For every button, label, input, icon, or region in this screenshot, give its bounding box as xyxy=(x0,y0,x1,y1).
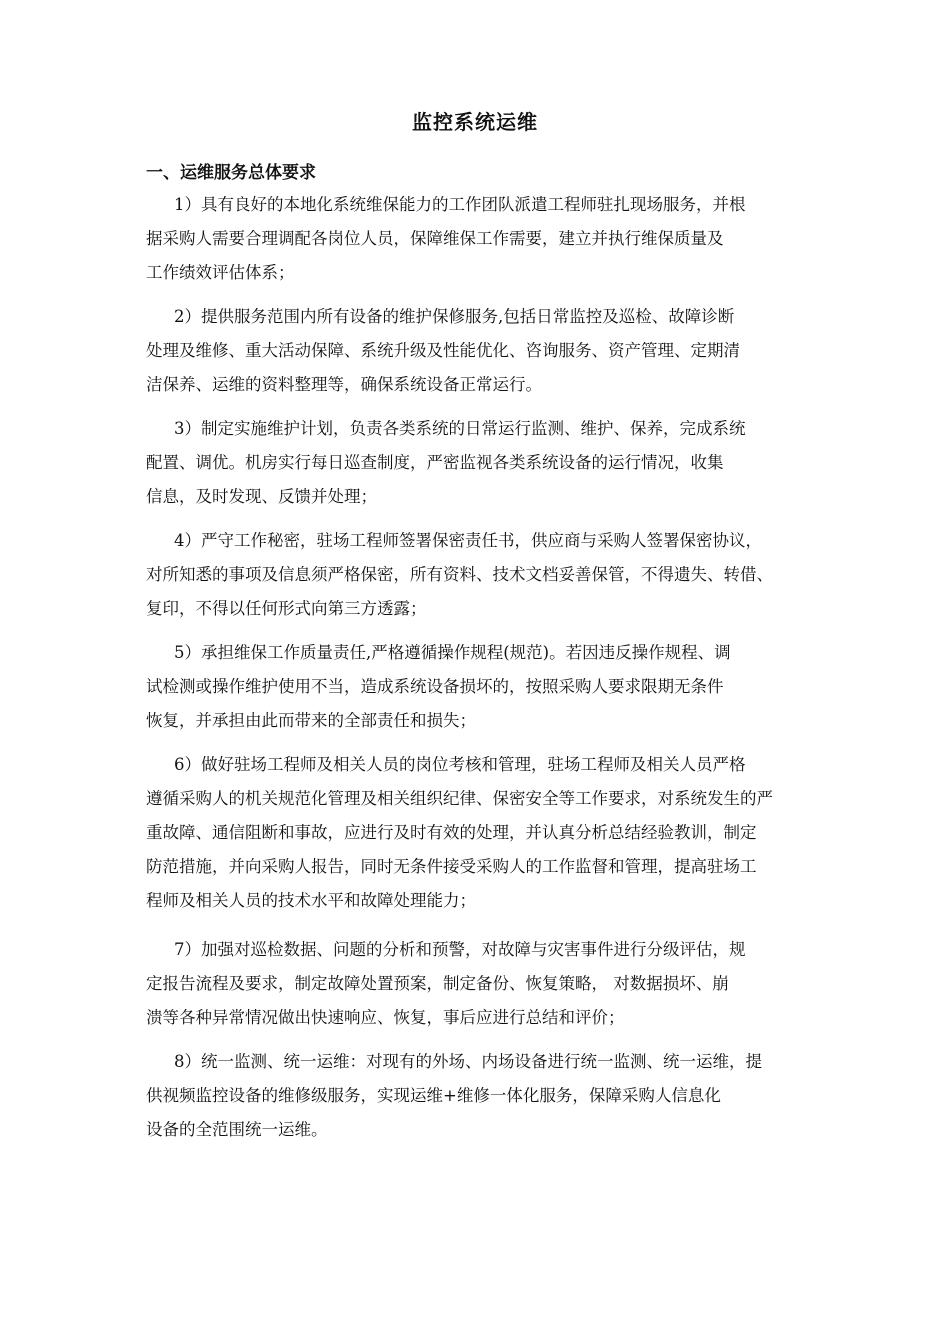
paragraph-1 xyxy=(146,188,846,290)
paragraph-line: 7）加强对巡检数据、问题的分析和预警，对故障与灾害事件进行分级评估，规 xyxy=(174,940,746,959)
paragraph-line: 试检测或操作维护使用不当，造成系统设备损坏的，按照采购人要求限期无条件 xyxy=(146,677,724,696)
paragraph-line: 信息，及时发现、反馈并处理； xyxy=(146,487,377,506)
paragraph-6 xyxy=(146,748,846,918)
paragraph-line: 2）提供服务范围内所有设备的维护保修服务,包括日常监控及巡检、故障诊断 xyxy=(174,307,735,326)
paragraph-line: 重故障、通信阻断和事故，应进行及时有效的处理，并认真分析总结经验教训，制定 xyxy=(146,823,757,842)
paragraph-line: 设备的全范围统一运维。 xyxy=(146,1120,328,1139)
paragraph-line: 3）制定实施维护计划，负责各类系统的日常运行监测、维护、保养，完成系统 xyxy=(174,419,746,438)
paragraph-line: 对所知悉的事项及信息须严格保密，所有资料、技术文档妥善保管，不得遗失、转借、 xyxy=(146,565,773,584)
paragraph-line: 8）统一监测、统一运维：对现有的外场、内场设备进行统一监测、统一运维，提 xyxy=(174,1052,762,1071)
paragraph-4 xyxy=(146,524,846,626)
paragraph-line: 定报告流程及要求，制定故障处置预案，制定备份、恢复策略， 对数据损坏、崩 xyxy=(146,974,729,993)
paragraph-line: 1）具有良好的本地化系统维保能力的工作团队派遣工程师驻扎现场服务，并根 xyxy=(174,195,746,214)
paragraph-line: 程师及相关人员的技术水平和故障处理能力； xyxy=(146,891,476,910)
paragraph-line: 配置、调优。机房实行每日巡查制度，严密监视各类系统设备的运行情况，收集 xyxy=(146,453,724,472)
section-heading: 一、运维服务总体要求 xyxy=(146,163,316,183)
document-title: 监控系统运维 xyxy=(412,110,538,134)
paragraph-line: 据采购人需要合理调配各岗位人员，保障维保工作需要，建立并执行维保质量及 xyxy=(146,229,724,248)
paragraph-line: 溃等各种异常情况做出快速响应、恢复，事后应进行总结和评价； xyxy=(146,1008,625,1027)
paragraph-line: 处理及维修、重大活动保障、系统升级及性能优化、咨询服务、资产管理、定期清 xyxy=(146,341,740,360)
paragraph-line: 供视频监控设备的维修级服务，实现运维+维修一体化服务，保障采购人信息化 xyxy=(146,1086,721,1105)
paragraph-5 xyxy=(146,636,846,738)
paragraph-8 xyxy=(146,1045,846,1147)
paragraph-line: 恢复，并承担由此而带来的全部责任和损失； xyxy=(146,711,476,730)
paragraph-2 xyxy=(146,300,846,402)
paragraph-line: 工作绩效评估体系； xyxy=(146,263,295,282)
paragraph-line: 4）严守工作秘密，驻场工程师签署保密责任书，供应商与采购人签署保密协议， xyxy=(174,531,762,550)
paragraph-line: 防范措施，并向采购人报告，同时无条件接受采购人的工作监督和管理，提高驻场工 xyxy=(146,857,757,876)
paragraph-line: 5）承担维保工作质量责任,严格遵循操作规程(规范)。若因违反操作规程、调 xyxy=(174,643,731,662)
paragraph-line: 遵循采购人的机关规范化管理及相关组织纪律、保密安全等工作要求，对系统发生的严 xyxy=(146,789,773,808)
paragraph-3 xyxy=(146,412,846,514)
paragraph-line: 洁保养、运维的资料整理等，确保系统设备正常运行。 xyxy=(146,375,542,394)
paragraph-line: 复印，不得以任何形式向第三方透露； xyxy=(146,599,427,618)
paragraph-7 xyxy=(146,933,846,1035)
paragraph-line: 6）做好驻场工程师及相关人员的岗位考核和管理，驻场工程师及相关人员严格 xyxy=(174,755,746,774)
